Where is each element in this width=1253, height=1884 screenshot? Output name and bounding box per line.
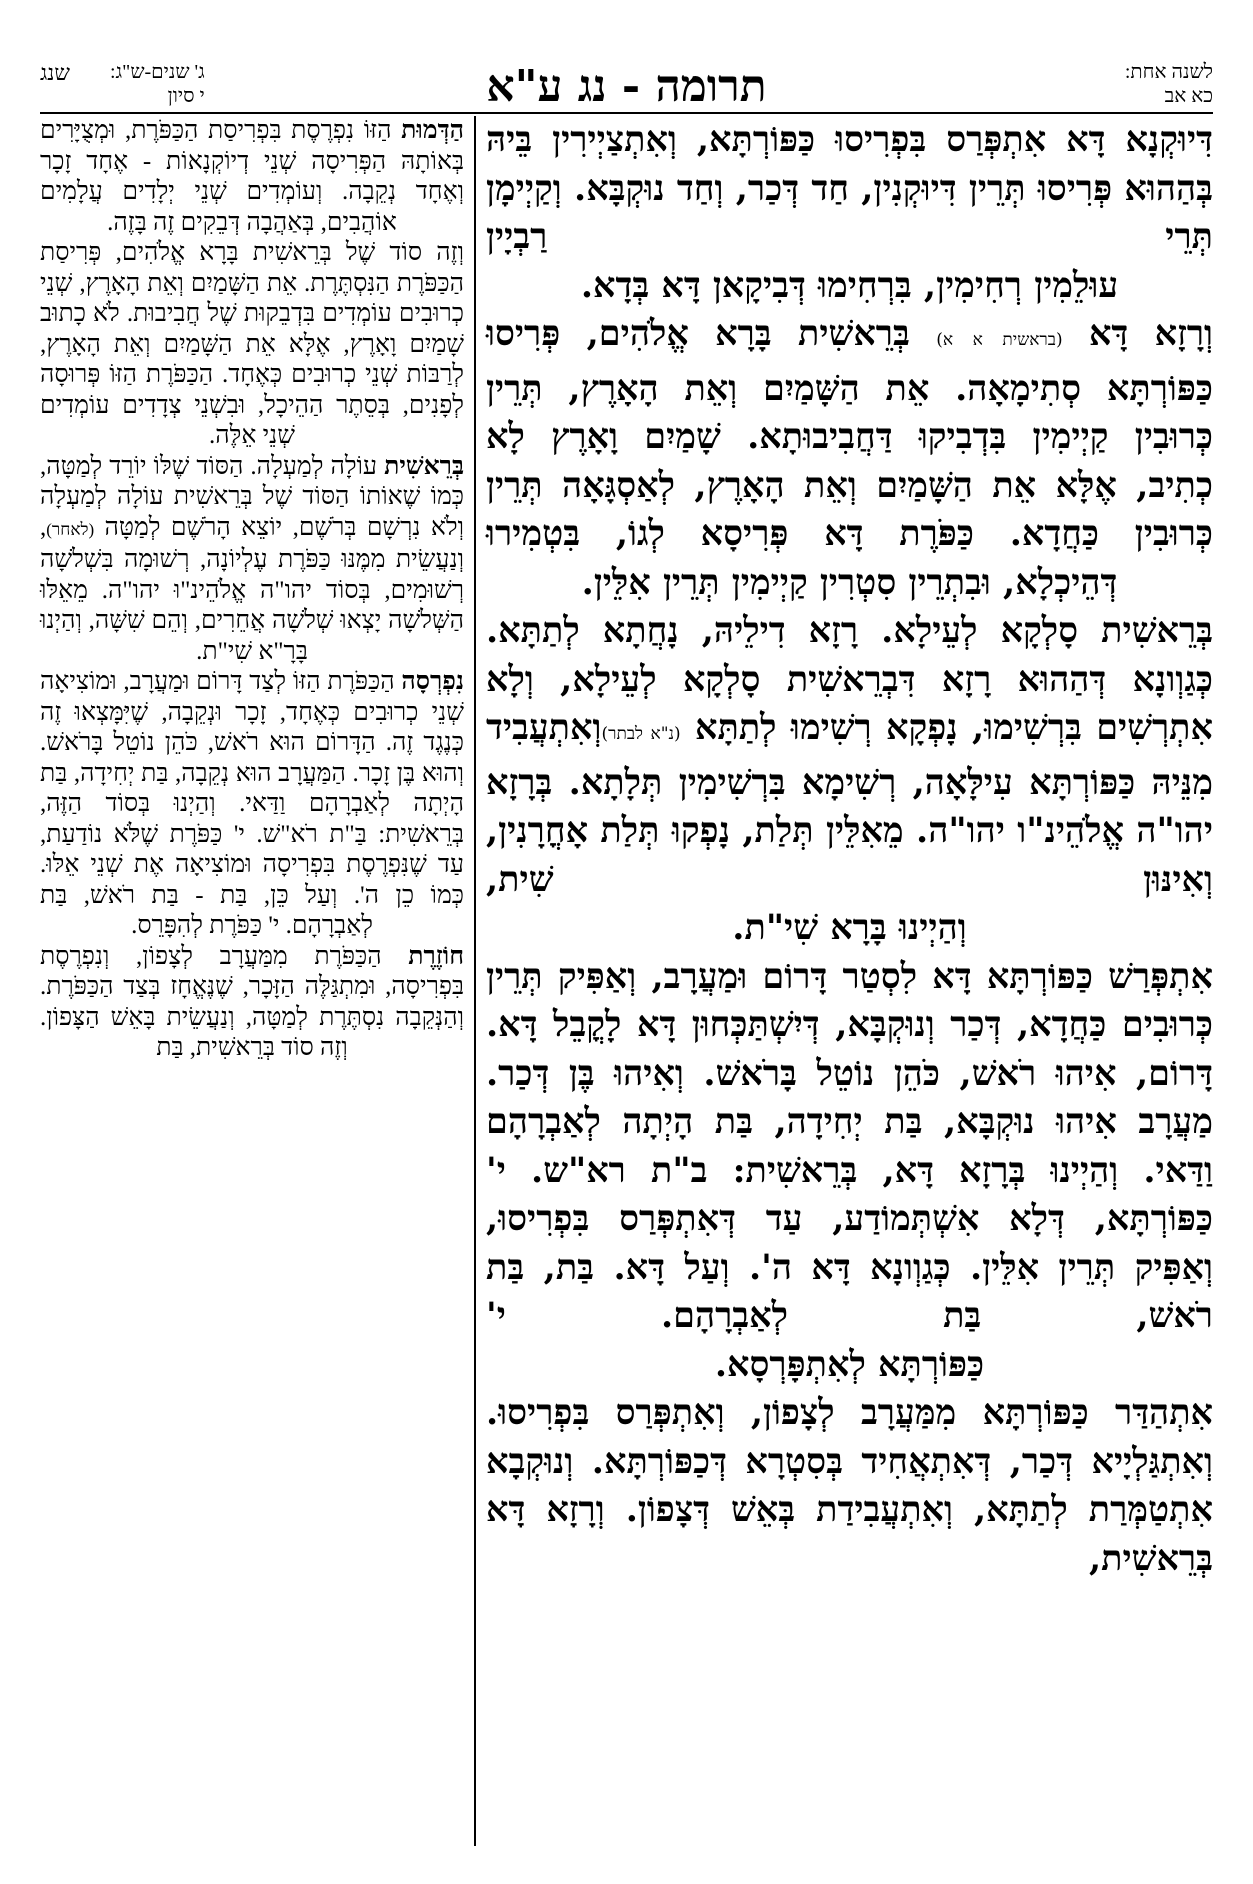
side-paragraph-4 bbox=[40, 667, 464, 942]
side-paragraph-3 bbox=[40, 452, 464, 668]
schedule-one-year-label: לשנה אחת: bbox=[1124, 61, 1213, 83]
main-p3-citation: (נ"א לבתר) bbox=[601, 724, 681, 744]
main-p1-text: דִּיוּקְנָא דָּא אִתְפְּרַס בִּפְרִיסוּ כַּפּוֹרְתָּא, וְאִתְצַיְירִין בֵּיהּ בְּהַהוּא פְּרִיסוּ תְּרֵין דִּיוּקְנִין, חַד דְּכַר, וְחַד נוּקְבָּא. וְקַיְימָן תְּרֵי רַבְיָין bbox=[486, 119, 1213, 257]
main-p3-last-line: וְהַיְינוּ בָּרָא שִׁי"ת. bbox=[732, 907, 967, 948]
main-p1-last-line: עוּלֵמִין רְחִימִין, בִּרְחִימוּ דְּבִיקָאן דָּא בְּדָא. bbox=[580, 264, 1119, 306]
side-s1-text: הַזּוֹ נִפְרֶסֶת בִּפְרִיסַת הַכַּפֹּרֶת, וּמְצֻיָּרִים בְּאוֹתָהּ הַפְּרִיסָה שְׁנֵי דְיוֹקְנָאוֹת - אֶחָד זָכָר וְאֶחָד נְקֵבָה. וְעוֹמְדִים שְׁנֵי יְלָדִים עֲלָמִים אוֹהֲבִים, בְּאַהֲבָה דְּבֵקִים זֶה בָּזֶה. bbox=[40, 117, 464, 236]
page-title: תרומה - נג ע"א bbox=[486, 61, 767, 112]
schedule-one-year-date: כא אב bbox=[1164, 85, 1213, 107]
main-p2-last-line: דְּהֵיכְלָא, וּבִתְרֵין סִטְרִין קַיְימִין תְּרֵין אִלֵּין. bbox=[581, 561, 1118, 603]
side-s3-lead: בְּרֵאשִׁית bbox=[384, 452, 464, 480]
side-s2-text: וְזֶה סוֹד שֶׁל בְּרֵאשִׁית בָּרָא אֱלֹהִים, פְּרִיסַת הַכַּפֹּרֶת הַנִּסְתֶּרֶת. אֵת הַשָּׁמַיִם וְאֵת הָאָרֶץ, שְׁנֵי כְרוּבִים עוֹמְדִים בִּדְבֵקוּת שֶׁל חֲבִיבוּת. לֹא כָתוּב שָׁמַיִם וָאָרֶץ, אֶלָּא אֵת הַשָּׁמַיִם וְאֵת הָאָרֶץ, לְרַבּוֹת שְׁנֵי כְרוּבִים כְּאֶחָד. הַכַּפֹּרֶת הַזּוֹ פְּרוּסָה לְפָנִים, בְּסֵתֶר הַהֵיכָל, וּבִשְׁנֵי צְדָדִים עוֹמְדִים שְׁנֵי אֵלֶּה. bbox=[40, 239, 464, 449]
main-p4-lead: אִתְפְּרַשׁ bbox=[1108, 955, 1213, 997]
side-s1-lead: הַדְּמוּת bbox=[401, 117, 465, 144]
main-paragraph-4 bbox=[486, 953, 1213, 1390]
main-p3-text: סָלְקָא לְעֵילָא. רָזָא דִילֵיהּ, נָחֲתָא לְתַתָּא. כְּגַוְונָא דְּהַהוּא רָזָא דִּבְרֵאשִׁית סָלְקָא לְעֵילָא, וְלָא אִתְרְשִׁים בִּרְשִׁימוּ, נָפְקָא רְשִׁימוּ לְתַתָּא bbox=[486, 610, 1214, 748]
schedule-three-years-date: י סיון bbox=[167, 85, 205, 107]
main-paragraph-2 bbox=[486, 310, 1213, 607]
page-number: שנג bbox=[40, 60, 70, 85]
side-paragraph-2 bbox=[40, 238, 464, 452]
side-s5-lead: חוֹזֶרֶת bbox=[408, 942, 464, 970]
main-p2-lead: וְרָזָא דָּא bbox=[1088, 313, 1213, 354]
hebrew-translation-column bbox=[40, 116, 464, 1846]
main-p4-text: כַּפּוֹרְתָּא דָּא לִסְטַר דָּרוֹם וּמַעֲרָב, וְאַפִּיק תְּרֵין כְּרוּבִים כַּחֲדָא, דְּכַר וְנוּקְבָּא, דְּיִשְׁתַּכְּחוּן דָּא לָקֳבֵל דָּא. דָּרוֹם, אִיהוּ רֹאשׁ, כֹּהֵן נוֹטֵל בָּרֹאשׁ. וְאִיהוּ בֶּן דְּכַר. מַעֲרָב אִיהוּ נוּקְבָּא, בַּת יְחִידָה, בַּת הָיְתָה לְאַבְרָהָם וַדַּאי. וְהַיְינוּ בְּרָזָא דָּא, בְּרֵאשִׁית: ב"ת רא"ש. י' כַּפּוֹרְתָּא, דְּלָא אִשְׁתְּמוֹדַע, עַד דְּאִתְפְּרַס בִּפְרִיסוּ, וְאַפִּיק תְּרֵין אִלֵּין. כְּגַוְונָא דָּא ה'. וְעַל דָּא. בַּת, בַּת רֹאשׁ, בַּת לְאַבְרָהָם. י' bbox=[486, 955, 1213, 1336]
side-s5-text: הַכַּפֹּרֶת מִמַּעֲרָב לְצָפוֹן, וְנִפְרֶסֶת בִּפְרִיסָה, וּמִתְגַּלֶּה הַזָּכָר, שֶׁנֶּאֱחָז בְּצַד הַכַּפֹּרֶת. וְהַנְּקֵבָה נִסְתֶּרֶת לְמַטָּה, וְנַעֲשֵׂית בָּאֵשׁ הַצָּפוֹן. וְזֶה סוֹד בְּרֵאשִׁית, בַּת bbox=[40, 942, 464, 1061]
side-s3-citation: (לאחר) bbox=[46, 519, 95, 539]
main-paragraph-5 bbox=[486, 1389, 1213, 1583]
main-paragraph-3 bbox=[486, 607, 1213, 953]
main-paragraph-1 bbox=[486, 116, 1213, 310]
main-p2-citation: (בראשית א א) bbox=[936, 330, 1063, 350]
header-rule bbox=[40, 112, 1213, 114]
schedule-three-years-label: ג' שנים-ש"ג: bbox=[110, 61, 205, 83]
main-p3-text-cont: וְאִתְעֲבִיד מִנֵּיהּ כַּפּוֹרְתָּא עִילָּאָה, רְשִׁימָא בִּרְשִׁימִין תְּלָתָא. בְּרָזָא יהו"ה אֱלֹהֵינ"ו יהו"ה. מֵאִלֵּין תְּלַת, נָפְקוּ תְּלַת אָחֳרָנִין, וְאִינּוּן שִׁית, bbox=[486, 707, 1213, 900]
main-p4-last-line: כַּפּוֹרְתָּא לְאִתְפָּרְסָא. bbox=[714, 1343, 985, 1385]
side-paragraph-5 bbox=[40, 942, 464, 1064]
column-divider bbox=[474, 116, 476, 1846]
side-s3-text-cont: , וְנַעֲשֵׂית מִמֶּנּוּ כַּפֹּרֶת עֶלְיוֹנָה, רְשׁוּמָה בִּשְׁלֹשָׁה רְשׁוּמִים, בְּסוֹד יהו"ה אֱלֹהֵינ"וּ יהו"ה. מֵאֵלּוּ הַשְּׁלֹשָׁה יָצְאוּ שְׁלֹשָׁה אֲחֵרִים, וְהֵם שִׁשָּׁה, וְהַיְנוּ בָּרָ"א שִׁי"ת. bbox=[40, 513, 464, 665]
zohar-aramaic-column bbox=[486, 116, 1213, 1846]
main-p5-lead: אִתְהַדַּר bbox=[1115, 1392, 1214, 1433]
side-s3-text: עוֹלָה לְמַעְלָה. הַסּוֹד שֶׁלּוֹ יוֹרֵד לְמַטָּה, כְּמוֹ שֶׁאוֹתוֹ הַסּוֹד שֶׁל בְּרֵאשִׁית עוֹלָה לְמַעְלָה וְלֹא נִרְשָׁם בְּרֹשֶׁם, יוֹצֵא הָרֹשֶׁם לְמַטָּה bbox=[40, 452, 464, 541]
page-header bbox=[40, 60, 1213, 120]
side-s4-lead: נִפְרְסָה bbox=[401, 668, 464, 695]
side-s4-text: הַכַּפֹּרֶת הַזּוֹ לְצַד דָּרוֹם וּמַעֲרָב, וּמוֹצִיאָה שְׁנֵי כְרוּבִים כְּאֶחָד, זָכָר וּנְקֵבָה, שֶׁיִּמָּצְאוּ זֶה כְּנֶגֶד זֶה. הַדָּרוֹם הוּא רֹאשׁ, כֹּהֵן נוֹטֵל בָּרֹאשׁ. וְהוּא בֶּן זָכָר. הַמַּעֲרָב הוּא נְקֵבָה, בַּת יְחִידָה, בַּת הָיְתָה לְאַבְרָהָם וַדַּאי. וְהַיְנוּ בְּסוֹד הַזֶּה, בְּרֵאשִׁית: בַּ"ת רֹא"שׁ. י' כַּפֹּרֶת שֶׁלֹּא נוֹדַעַת, עַד שֶׁנִּפְרֶסֶת בִּפְרִיסָה וּמוֹצִיאָה אֶת שְׁנֵי אֵלּוּ. כְּמוֹ כֵן ה'. וְעַל כֵּן, בַּת - בַּת רֹאשׁ, בַּת לְאַבְרָהָם. י' כַּפֹּרֶת לְהִפָּרֵס. bbox=[40, 668, 464, 939]
schedule-three-years bbox=[110, 60, 205, 108]
side-paragraph-1 bbox=[40, 116, 464, 238]
main-p3-lead: בְּרֵאשִׁית bbox=[1101, 610, 1214, 651]
main-p2-text: בְּרֵאשִׁית בָּרָא אֱלֹהִים, פְּרִיסוּ כַּפּוֹרְתָּא סְתִימָאָה. אֵת הַשָּׁמַיִם וְאֵת הָאָרֶץ, תְּרֵין כְּרוּבִין קַיְימִין בִּדְבִיקוּ דַּחֲבִיבוּתָא. שָׁמַיִם וָאָרֶץ לָא כְתִיב, אֶלָּא אֵת הַשָּׁמַיִם וְאֵת הָאָרֶץ, לְאַסְגָּאָה תְּרֵין כְּרוּבִין כַּחֲדָא. כַּפֹּרֶת דָּא פְּרִיסָא לְגוֹ, בִּטְמִירוּ bbox=[486, 313, 1213, 554]
main-p5-text: כַּפּוֹרְתָּא מִמַּעֲרָב לְצָפוֹן, וְאִתְפְּרַס בִּפְרִיסוּ. וְאִתְגַּלְיָיא דְּכַר, דְּאִתְאֲחִיד בְּסִטְרָא דְּכַפּוֹרְתָּא. וְנוּקְבָא אִתְטַמְּרַת לְתַתָּא, וְאִתְעֲבִידַת בְּאֵשׁ דְּצָפוֹן. וְרָזָא דָּא בְּרֵאשִׁית, bbox=[486, 1392, 1213, 1579]
